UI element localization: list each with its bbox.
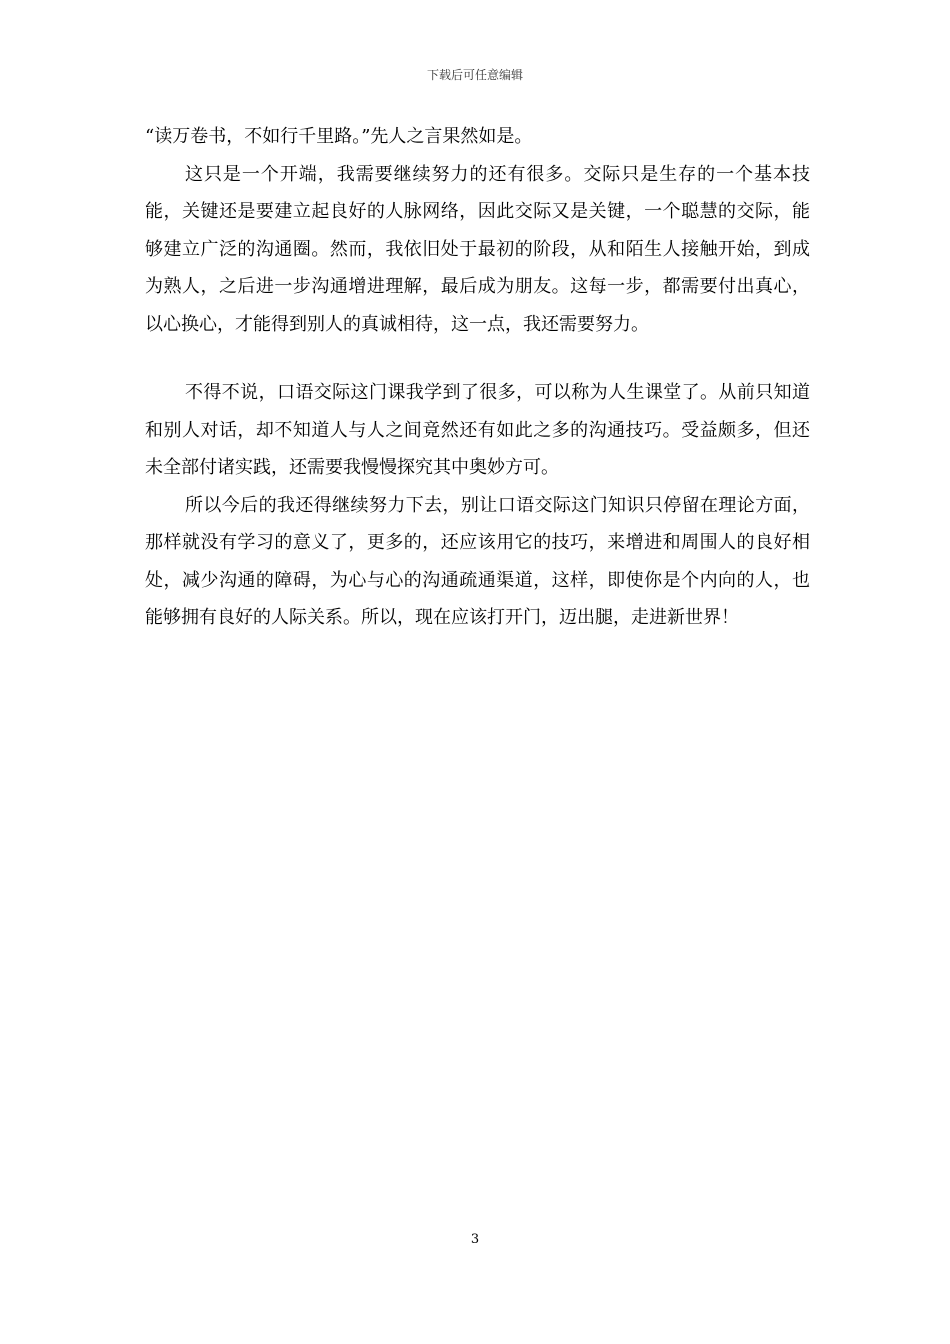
page-header: 下载后可任意编辑 (426, 68, 523, 82)
paragraph-conclusion: 所以今后的我还得继续努力下去，别让口语交际这门知识只停留在理论方面，那样就没有学习的意义了，更多的，还应该用它的技巧，来增进和周围人的良好相处，减少沟通的障碍，为心与心的沟通疏通渠道，这样，即使你是个内向的人，也能够拥有良好的人际关系。所以，现在应该打开门，迈出腿，走进新世界！ (145, 494, 810, 628)
page-number: 3 (470, 1232, 480, 1247)
paragraph-course-reflection: 不得不说，口语交际这门课我学到了很多，可以称为人生课堂了。从前只知道和别人对话，却不知道人与人之间竟然还有如此之多的沟通技巧。受益颇多，但还未全部付诸实践，还需要我慢慢探究其中奥妙方可。 (145, 382, 810, 478)
paragraph-quote: “读万卷书，不如行千里路。”先人之言果然如是。 (145, 126, 533, 147)
paragraph-beginning: 这只是一个开端，我需要继续努力的还有很多。交际只是生存的一个基本技能，关键还是要建立起良好的人脉网络，因此交际又是关键，一个聪慧的交际，能够建立广泛的沟通圈。然而，我依旧处于最初的阶段，从和陌生人接触开始，到成为熟人，之后进一步沟通增进理解，最后成为朋友。这每一步，都需要付出真心，以心换心，才能得到别人的真诚相待，这一点，我还需要努力。 (145, 163, 810, 335)
document-body (145, 118, 810, 637)
paragraph-spacer (145, 343, 810, 374)
